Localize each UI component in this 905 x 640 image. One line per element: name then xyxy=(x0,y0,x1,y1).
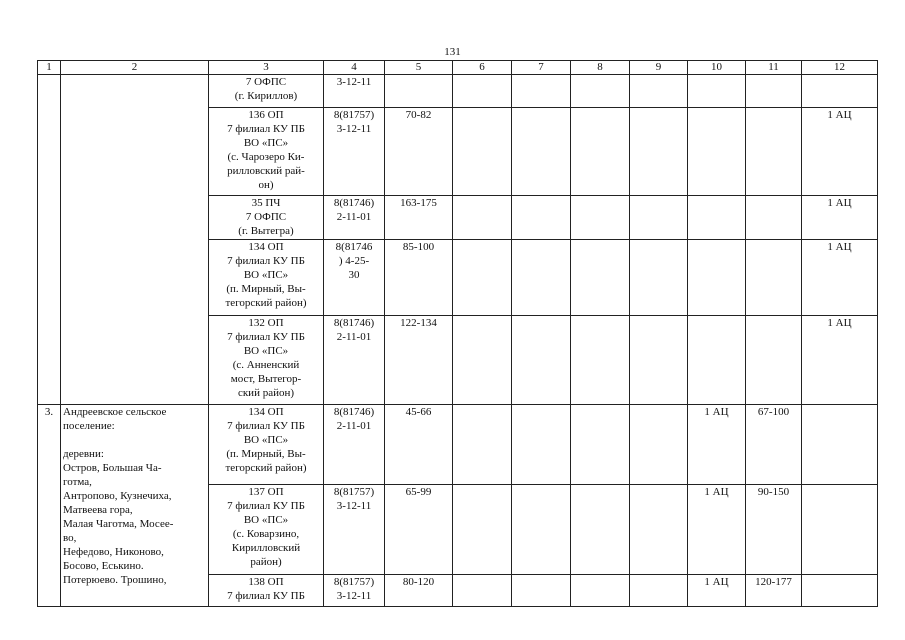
empty-cell xyxy=(453,196,512,240)
fire-unit-cell xyxy=(209,240,324,316)
empty-cell xyxy=(512,405,571,485)
column-number-1: 1 xyxy=(38,61,61,75)
fire-unit-cell-line: тегорский район) xyxy=(225,297,307,309)
phone-cell-line: 3-12-11 xyxy=(336,123,372,135)
phone-cell-line: 8(81757) xyxy=(333,486,375,498)
fire-unit-cell-line: (с. Коварзино, xyxy=(232,528,300,540)
phone-cell xyxy=(324,240,385,316)
fire-unit-cell-line: ВО «ПС» xyxy=(243,434,289,446)
table-row xyxy=(38,405,878,485)
phone-cell xyxy=(324,485,385,575)
range-cell: 90-150 xyxy=(746,485,802,575)
empty-cell xyxy=(571,75,630,108)
page-number: 131 xyxy=(444,46,461,58)
empty-cell xyxy=(571,240,630,316)
vehicle-cell xyxy=(688,316,746,405)
fire-unit-cell-line: (п. Мирный, Вы- xyxy=(226,283,306,295)
fire-unit-cell-line: 7 филиал КУ ПБ xyxy=(227,420,305,432)
empty-cell xyxy=(630,405,688,485)
phone-cell xyxy=(324,196,385,240)
vehicle-cell xyxy=(688,240,746,316)
column-number-3: 3 xyxy=(209,61,324,75)
fire-unit-cell-line: (п. Мирный, Вы- xyxy=(226,448,306,460)
phone-cell xyxy=(324,75,385,108)
range-cell xyxy=(746,316,802,405)
village-list-line: готма, xyxy=(63,476,92,488)
empty-cell xyxy=(630,108,688,196)
fire-unit-cell-line: 132 ОП xyxy=(248,317,284,329)
empty-cell xyxy=(453,240,512,316)
fire-unit-cell-line: 137 ОП xyxy=(248,486,284,498)
phone-cell-line: 8(81757) xyxy=(333,576,375,588)
empty-cell xyxy=(571,316,630,405)
phone-cell-line: 3-12-11 xyxy=(336,590,372,602)
empty-cell xyxy=(512,485,571,575)
fire-unit-cell xyxy=(209,575,324,607)
village-list-line: Малая Чаготма, Мосеe- xyxy=(63,518,174,530)
fire-unit-cell xyxy=(209,485,324,575)
vehicle-cell xyxy=(688,108,746,196)
fire-unit-cell-line: мост, Вытегор- xyxy=(230,373,302,385)
fire-unit-cell-line: ВО «ПС» xyxy=(243,137,289,149)
empty-cell xyxy=(630,316,688,405)
fire-unit-cell-line: ВО «ПС» xyxy=(243,514,289,526)
fire-unit-cell xyxy=(209,405,324,485)
empty-cell xyxy=(571,485,630,575)
fire-unit-cell-line: 7 филиал КУ ПБ xyxy=(227,123,305,135)
empty-cell xyxy=(512,75,571,108)
column-number-11: 11 xyxy=(746,61,802,75)
column-number-5: 5 xyxy=(385,61,453,75)
phone-cell-line: 3-12-11 xyxy=(336,76,372,88)
vehicle-cell: 1 АЦ xyxy=(802,196,878,240)
distance-cell: 163-175 xyxy=(385,196,453,240)
fire-unit-cell-line: Кирилловский xyxy=(231,542,301,554)
phone-cell-line: 8(81746) xyxy=(333,197,375,209)
table-row xyxy=(38,75,878,108)
fire-unit-cell-line: ВО «ПС» xyxy=(243,345,289,357)
phone-cell-line: 2-11-01 xyxy=(336,331,372,343)
fire-unit-cell-line: 134 ОП xyxy=(248,406,284,418)
cell-settlement xyxy=(61,75,209,405)
phone-cell-line: 3-12-11 xyxy=(336,500,372,512)
vehicle-cell: 1 АЦ xyxy=(688,485,746,575)
fire-unit-cell-line: 134 ОП xyxy=(248,241,284,253)
column-number-9: 9 xyxy=(630,61,688,75)
column-number-2: 2 xyxy=(61,61,209,75)
fire-unit-cell-line: 7 филиал КУ ПБ xyxy=(227,500,305,512)
column-number-10: 10 xyxy=(688,61,746,75)
cell-num xyxy=(38,75,61,405)
column-number-row xyxy=(38,61,878,75)
column-number-4: 4 xyxy=(324,61,385,75)
vehicle-cell: 1 АЦ xyxy=(802,240,878,316)
empty-cell xyxy=(512,575,571,607)
distance-cell: 65-99 xyxy=(385,485,453,575)
vehicle-cell xyxy=(688,196,746,240)
distance-cell: 85-100 xyxy=(385,240,453,316)
vehicle-cell: 1 АЦ xyxy=(688,405,746,485)
fire-unit-cell xyxy=(209,196,324,240)
range-cell xyxy=(746,108,802,196)
empty-cell xyxy=(630,575,688,607)
range-cell xyxy=(746,240,802,316)
fire-unit-cell-line: ский район) xyxy=(237,387,295,399)
phone-cell-line: 8(81746) xyxy=(333,317,375,329)
distance-cell: 45-66 xyxy=(385,405,453,485)
empty-cell xyxy=(630,485,688,575)
village-list-line: Босово, Еськино. xyxy=(63,560,144,572)
village-list-line: Антропово, Кузнечиха, xyxy=(63,490,172,502)
fire-unit-cell-line: ВО «ПС» xyxy=(243,269,289,281)
fire-unit-cell-line: он) xyxy=(258,179,274,191)
empty-cell xyxy=(571,108,630,196)
settlement-title-line: Андреевское сельское xyxy=(63,406,167,418)
phone-cell xyxy=(324,405,385,485)
distance-cell xyxy=(385,75,453,108)
settlement-cell xyxy=(61,405,209,607)
fire-unit-cell-line: район) xyxy=(250,556,282,568)
village-list-line: деревни: xyxy=(63,448,104,460)
range-cell: 120-177 xyxy=(746,575,802,607)
village-list-line: Нефедово, Никоново, xyxy=(63,546,164,558)
empty-cell xyxy=(571,196,630,240)
empty-cell xyxy=(512,108,571,196)
column-number-12: 12 xyxy=(802,61,878,75)
spacer xyxy=(63,433,206,447)
village-list-line: Матвеева гора, xyxy=(63,504,133,516)
fire-unit-cell-line: 7 филиал КУ ПБ xyxy=(227,590,305,602)
vehicle-cell xyxy=(802,405,878,485)
fire-unit-cell-line: (г. Кириллов) xyxy=(234,90,298,102)
empty-cell xyxy=(453,485,512,575)
fire-unit-cell-line: рилловский рай- xyxy=(227,165,305,177)
empty-cell xyxy=(630,240,688,316)
vehicle-cell xyxy=(688,75,746,108)
village-list-line: Остров, Большая Ча- xyxy=(63,462,162,474)
fire-unit-cell-line: 136 ОП xyxy=(248,109,284,121)
empty-cell xyxy=(571,405,630,485)
settlement-title-line: поселение: xyxy=(63,420,115,432)
empty-cell xyxy=(453,575,512,607)
phone-cell-line: 8(81746) xyxy=(333,406,375,418)
fire-unit-cell xyxy=(209,316,324,405)
range-cell: 67-100 xyxy=(746,405,802,485)
village-list-line: Потеpюево. Трошино, xyxy=(63,574,167,586)
empty-cell xyxy=(453,405,512,485)
empty-cell xyxy=(630,196,688,240)
column-number-6: 6 xyxy=(453,61,512,75)
fire-unit-cell-line: тегорский район) xyxy=(225,462,307,474)
distance-cell: 70-82 xyxy=(385,108,453,196)
column-number-8: 8 xyxy=(571,61,630,75)
empty-cell xyxy=(512,316,571,405)
fire-unit-cell-line: 35 ПЧ xyxy=(251,197,281,209)
fire-unit-cell-line: 7 ОФПС xyxy=(245,211,287,223)
empty-cell xyxy=(571,575,630,607)
empty-cell xyxy=(512,196,571,240)
column-number-7: 7 xyxy=(512,61,571,75)
vehicle-cell: 1 АЦ xyxy=(802,108,878,196)
empty-cell xyxy=(512,240,571,316)
phone-cell-line: 30 xyxy=(348,269,360,281)
vehicle-cell xyxy=(802,575,878,607)
fire-unit-cell-line: 138 ОП xyxy=(248,576,284,588)
phone-cell-line: ) 4-25- xyxy=(338,255,370,267)
fire-unit-cell-line: (с. Чарозеро Ки- xyxy=(227,151,305,163)
phone-cell-line: 2-11-01 xyxy=(336,211,372,223)
phone-cell xyxy=(324,108,385,196)
fire-unit-cell xyxy=(209,108,324,196)
distance-cell: 80-120 xyxy=(385,575,453,607)
vehicle-cell xyxy=(802,485,878,575)
fire-unit-cell-line: 7 филиал КУ ПБ xyxy=(227,331,305,343)
empty-cell xyxy=(453,108,512,196)
empty-cell xyxy=(453,75,512,108)
fire-unit-cell-line: 7 ОФПС xyxy=(245,76,287,88)
fire-unit-cell-line: (г. Вытегра) xyxy=(238,225,294,237)
empty-cell xyxy=(630,75,688,108)
fire-unit-cell-line: (с. Анненский xyxy=(232,359,300,371)
vehicle-cell xyxy=(802,75,878,108)
phone-cell-line: 2-11-01 xyxy=(336,420,372,432)
empty-cell xyxy=(453,316,512,405)
phone-cell-line: 8(81746 xyxy=(335,241,373,253)
vehicle-cell: 1 АЦ xyxy=(802,316,878,405)
phone-cell xyxy=(324,316,385,405)
phone-cell xyxy=(324,575,385,607)
fire-unit-cell-line: 7 филиал КУ ПБ xyxy=(227,255,305,267)
vehicle-cell: 1 АЦ xyxy=(688,575,746,607)
distance-cell: 122-134 xyxy=(385,316,453,405)
phone-cell-line: 8(81757) xyxy=(333,109,375,121)
range-cell xyxy=(746,196,802,240)
data-table xyxy=(37,60,878,607)
section-number: 3. xyxy=(38,405,61,607)
range-cell xyxy=(746,75,802,108)
village-list-line: во, xyxy=(63,532,77,544)
fire-unit-cell xyxy=(209,75,324,108)
